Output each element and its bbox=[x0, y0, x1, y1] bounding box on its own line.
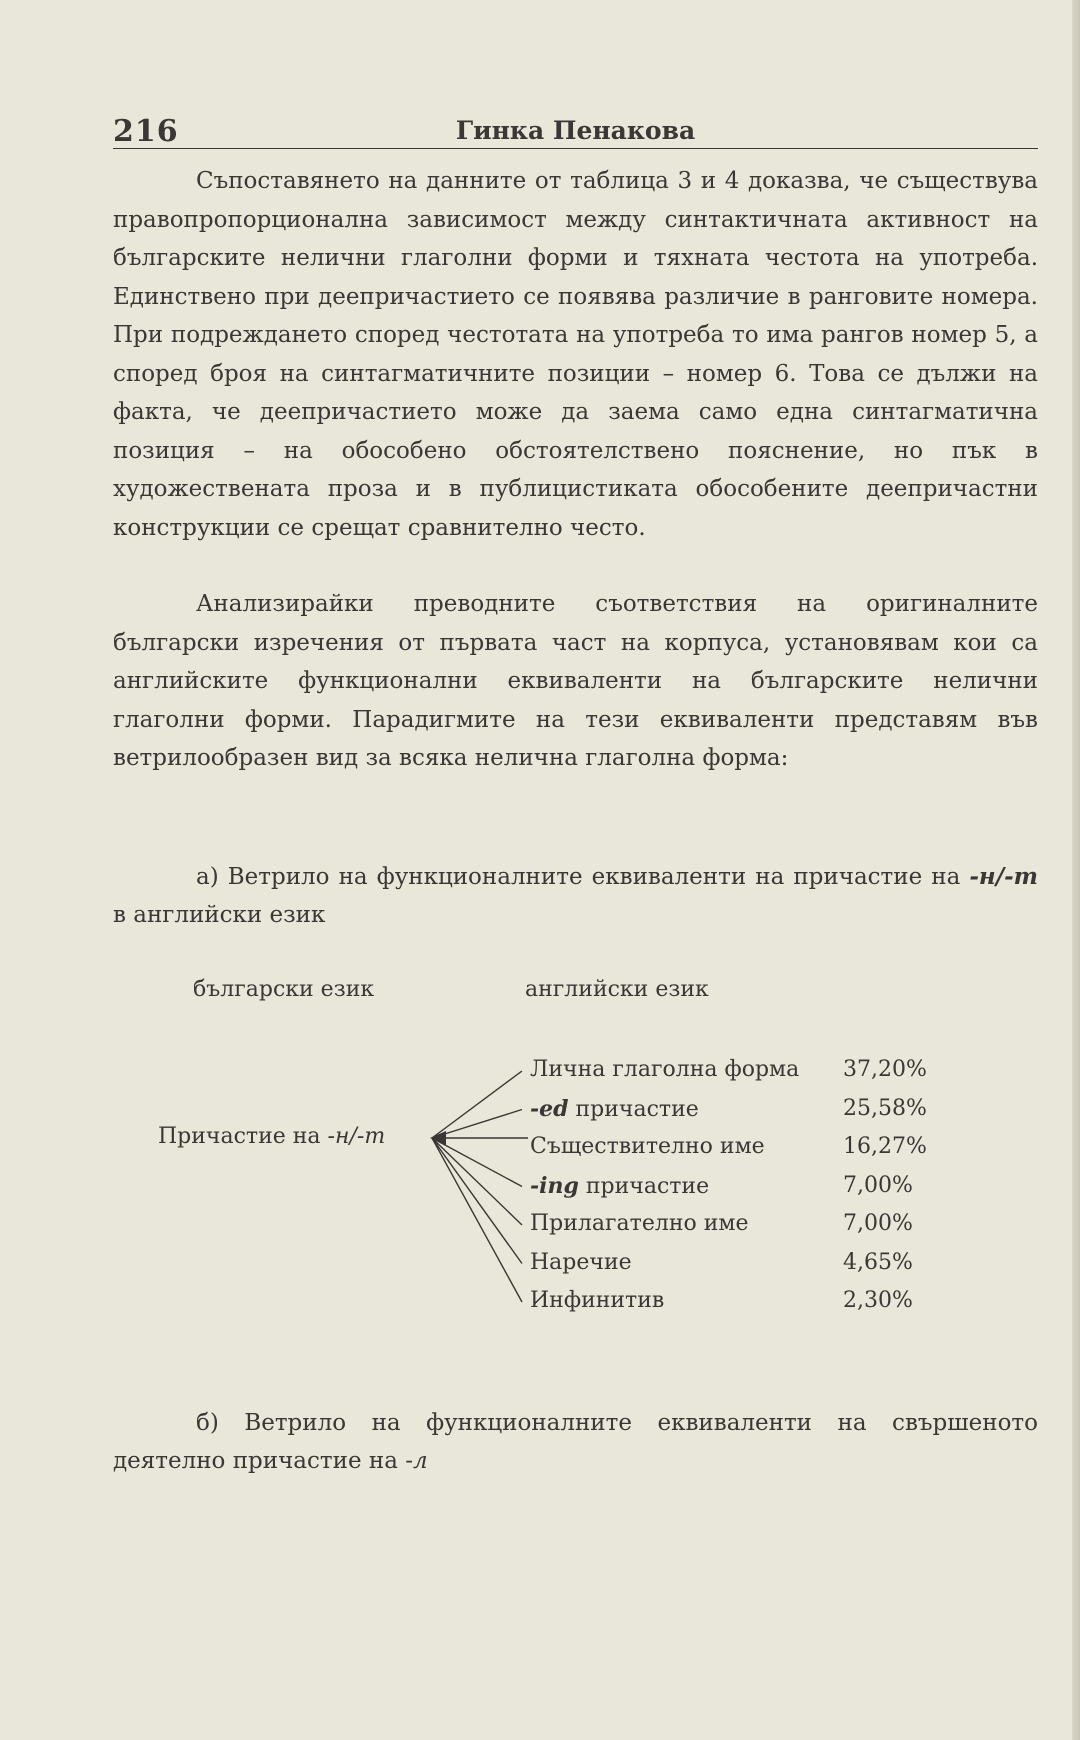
fan-item-label-text: Съществително име bbox=[530, 1134, 765, 1159]
fan-item-label-text: Лична глаголна форма bbox=[530, 1057, 800, 1082]
section-b-caption bbox=[113, 1404, 1038, 1480]
column-head-bulgarian: български език bbox=[193, 977, 375, 1002]
fan-item-label-text: причастие bbox=[568, 1096, 699, 1122]
section-b-caption-suffix: -л bbox=[405, 1448, 428, 1474]
fan-item bbox=[530, 1134, 950, 1164]
fan-item-label-text: Инфинитив bbox=[530, 1288, 665, 1313]
fan-item-label bbox=[530, 1211, 749, 1236]
fan-line bbox=[432, 1138, 522, 1264]
paragraph-1-text: Съпоставянето на данните от таблица 3 и 4 доказва, че съществува правопропорционална зависимост между синтактичната активност на българските нелични глаголни форми и тяхната честота на употреба. Единствено при деепричастието се появява различие в ранговите номера. При подреждането според честотата на употреба то има рангов номер 5, а според броя на синтагматичните позиции – номер 6. Това се дължи на факта, че деепричастието може да заема само една синтагматична позиция – на обособено обстоятелствено пояснение, но пък в художествената проза и в публицистиката обособените деепричастни конструкции се срещат сравнително често. bbox=[113, 168, 1038, 541]
section-a-caption-lead: а) Ветрило на функционалните еквиваленти на причастие на bbox=[196, 864, 970, 890]
fan-item-value: 37,20% bbox=[843, 1057, 927, 1082]
fan-item-label bbox=[530, 1250, 632, 1275]
column-head-english: английски език bbox=[525, 977, 709, 1002]
section-a-caption-suffix: -н/-т bbox=[969, 863, 1038, 890]
running-head: Гинка Пенакова bbox=[455, 116, 696, 145]
page-number: 216 bbox=[113, 114, 179, 149]
fan-item-label-italic: -ing bbox=[530, 1172, 579, 1199]
fan-source-suffix: -н/-т bbox=[327, 1124, 386, 1149]
fan-item bbox=[530, 1250, 950, 1280]
fan-item bbox=[530, 1288, 950, 1318]
fan-item-value: 25,58% bbox=[843, 1095, 927, 1121]
section-a-caption-tail: в английски език bbox=[113, 902, 326, 928]
section-b-caption-lead: б) Ветрило на функционалните еквиваленти на свършеното деятелно причастие на bbox=[113, 1410, 1038, 1474]
fan-item bbox=[530, 1096, 950, 1126]
fan-item bbox=[530, 1211, 950, 1241]
fan-item-label bbox=[530, 1057, 799, 1082]
paragraph-2-text: Анализирайки преводните съответствия на оригиналните български изречения от първата част на корпуса, установявам кои са английските функционални еквиваленти на българските нелични глаголни форми. Парадигмите на тези еквиваленти представям във ветрилообразен вид за всяка нелична глаголна форма: bbox=[113, 591, 1038, 771]
fan-item-value: 7,00% bbox=[843, 1211, 913, 1236]
fan-item-label-text: Прилагателно име bbox=[530, 1211, 749, 1236]
fan-line bbox=[432, 1071, 522, 1138]
fan-item-label-italic: -ed bbox=[530, 1095, 569, 1122]
fan-item-label bbox=[530, 1173, 709, 1199]
fan-item-label-text: Наречие bbox=[530, 1249, 632, 1275]
fan-source-prefix: Причастие на bbox=[158, 1124, 328, 1149]
fan-item bbox=[530, 1057, 950, 1087]
fan-item bbox=[530, 1173, 950, 1203]
fan-item-value: 4,65% bbox=[843, 1249, 913, 1275]
fan-item-value: 7,00% bbox=[843, 1172, 913, 1198]
fan-item-label bbox=[530, 1288, 664, 1313]
fan-item-label bbox=[530, 1134, 765, 1159]
fan-item-label-text: причастие bbox=[578, 1173, 710, 1199]
fan-item-value: 16,27% bbox=[843, 1134, 927, 1159]
fan-item-label bbox=[530, 1096, 699, 1122]
fan-item-value: 2,30% bbox=[843, 1288, 913, 1313]
fan-line bbox=[432, 1138, 522, 1225]
